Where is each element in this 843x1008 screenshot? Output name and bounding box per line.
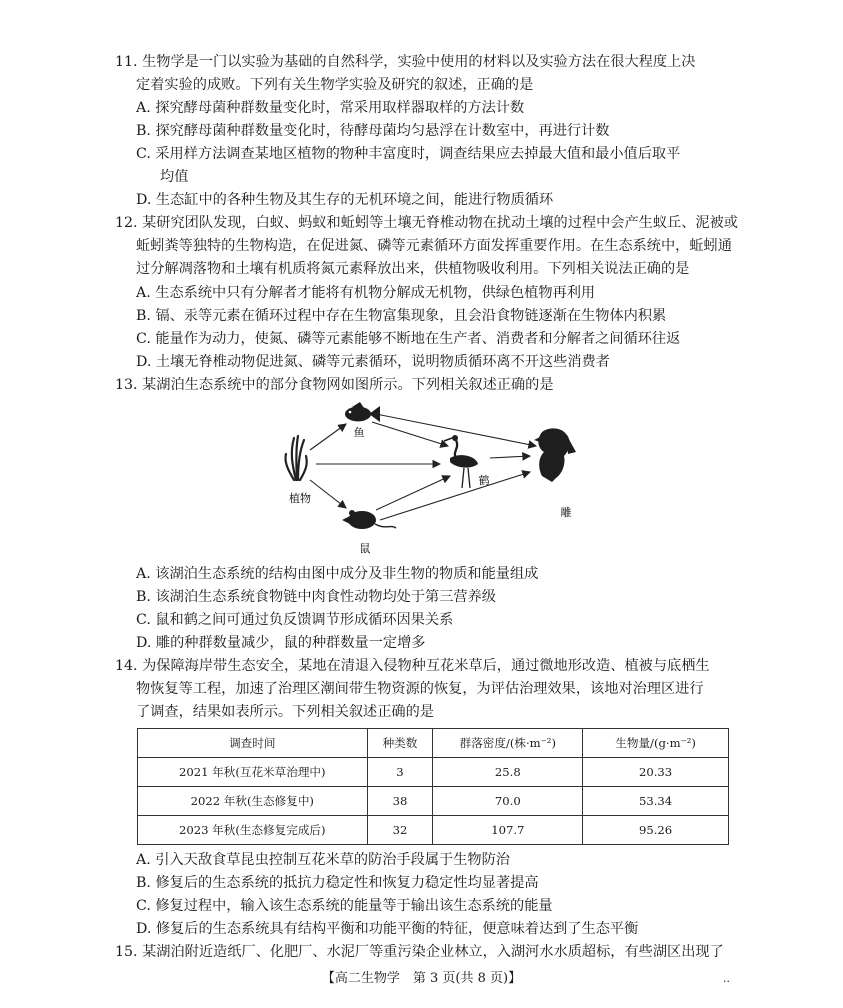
- rat-label: 鼠: [359, 542, 371, 555]
- arrow-crane-to-eagle: [490, 456, 530, 458]
- q13-stem: 13. 某湖泊生态系统中的部分食物网如图所示。下列相关叙述正确的是: [115, 377, 554, 393]
- q11-option-d: D. 生态缸中的各种生物及其生存的无机环境之间，能进行物质循环: [136, 192, 554, 208]
- table-header-row: [138, 729, 729, 758]
- table-cell: 2021 年秋(互花米草治理中): [138, 758, 368, 787]
- table-cell: 70.0: [433, 787, 583, 816]
- q14-option-b: B. 修复后的生态系统的抵抗力稳定性和恢复力稳定性均显著提高: [136, 875, 539, 891]
- table-cell: 25.8: [433, 758, 583, 787]
- q14-stem-line-1: 14. 为保障海岸带生态安全，某地在清退入侵物种互花米草后，通过微地形改造、植被与底栖生: [115, 658, 710, 674]
- q14-stem-line-3: 了调查，结果如表所示。下列相关叙述正确的是: [136, 704, 434, 720]
- table-header: 种类数: [367, 729, 433, 758]
- q14-stem-line-2: 物恢复等工程，加速了治理区潮间带生物资源的恢复，为评估治理效果，该地对治理区进行: [136, 681, 704, 697]
- table-cell: 38: [367, 787, 433, 816]
- arrow-rat-to-crane: [376, 476, 450, 510]
- footer-mark: ··: [723, 975, 730, 988]
- q13-option-c: C. 鼠和鹤之间可通过负反馈调节形成循环因果关系: [136, 612, 454, 628]
- q14-option-c: C. 修复过程中，输入该生态系统的能量等于输出该生态系统的能量: [136, 898, 553, 914]
- q12-option-a: A. 生态系统中只有分解者才能将有机物分解成无机物，供绿色植物再利用: [136, 285, 596, 301]
- q14-option-a: A. 引入天敌食草昆虫控制互花米草的防治手段属于生物防治: [136, 852, 510, 868]
- table-cell: 32: [367, 816, 433, 845]
- food-web-diagram: [280, 402, 602, 562]
- survey-table: [137, 728, 729, 845]
- arrow-rat-to-eagle: [380, 472, 530, 520]
- q13-option-b: B. 该湖泊生态系统食物链中肉食性动物均处于第三营养级: [136, 589, 496, 605]
- crane-icon: [444, 435, 478, 488]
- page-footer: 【高二生物学 第 3 页(共 8 页)】: [321, 971, 522, 986]
- rat-icon: [342, 510, 396, 529]
- table-row: [138, 816, 729, 845]
- q14-option-d: D. 修复后的生态系统具有结构平衡和功能平衡的特征，便意味着达到了生态平衡: [136, 921, 639, 937]
- q12-option-b: B. 镉、汞等元素在循环过程中存在生物富集现象，且会沿食物链逐渐在生物体内积累: [136, 308, 667, 324]
- table-row: [138, 758, 729, 787]
- fish-label: 鱼: [353, 426, 365, 439]
- q11-stem-line-2: 定着实验的成败。下列有关生物学实验及研究的叙述，正确的是: [136, 77, 534, 93]
- q15-stem: 15. 某湖泊附近造纸厂、化肥厂、水泥厂等重污染企业林立，入湖河水水质超标，有些湖区出现了: [115, 944, 724, 960]
- arrow-plant-to-rat: [310, 480, 346, 508]
- plant-label: 植物: [289, 492, 311, 505]
- table-cell: 107.7: [433, 816, 583, 845]
- table-cell: 3: [367, 758, 433, 787]
- table-cell: 53.34: [583, 787, 729, 816]
- table-cell: 2023 年秋(生态修复完成后): [138, 816, 368, 845]
- fish-icon: [345, 402, 380, 422]
- crane-label: 鹤: [478, 474, 490, 487]
- arrow-plant-to-fish: [310, 424, 346, 450]
- plant-icon: [285, 436, 306, 480]
- q11-option-c: C. 采用样方法调查某地区植物的物种丰富度时，调查结果应去掉最大值和最小值后取平: [136, 146, 681, 162]
- q11-option-a: A. 探究酵母菌种群数量变化时，常采用取样器取样的方法计数: [136, 100, 525, 116]
- eagle-label: 雕: [560, 506, 572, 519]
- eagle-icon: [534, 428, 576, 482]
- q11-stem-line-1: 11. 生物学是一门以实验为基础的自然科学，实验中使用的材料以及实验方法在很大程度上决: [115, 54, 696, 70]
- table-header: 生物量/(g·m⁻²): [583, 729, 729, 758]
- table-row: [138, 787, 729, 816]
- q13-option-a: A. 该湖泊生态系统的结构由图中成分及非生物的物质和能量组成: [136, 566, 539, 582]
- q12-option-d: D. 土壤无脊椎动物促进氮、磷等元素循环，说明物质循环离不开这些消费者: [136, 354, 610, 370]
- q12-option-c: C. 能量作为动力，使氮、磷等元素能够不断地在生产者、消费者和分解者之间循环往返: [136, 331, 681, 347]
- table-cell: 2022 年秋(生态修复中): [138, 787, 368, 816]
- q13-option-d: D. 雕的种群数量减少，鼠的种群数量一定增多: [136, 635, 426, 651]
- table-header: 调查时间: [138, 729, 368, 758]
- q11-option-c-cont: 均值: [160, 169, 189, 185]
- table-header: 群落密度/(株·m⁻²): [433, 729, 583, 758]
- table-cell: 20.33: [583, 758, 729, 787]
- table-cell: 95.26: [583, 816, 729, 845]
- q12-stem-line-2: 蚯蚓粪等独特的生物构造，在促进氮、磷等元素循环方面发挥重要作用。在生态系统中，蚯蚓通: [136, 238, 732, 254]
- q11-option-b: B. 探究酵母菌种群数量变化时，待酵母菌均匀悬浮在计数室中，再进行计数: [136, 123, 610, 139]
- q12-stem-line-3: 过分解凋落物和土壤有机质将氮元素释放出来，供植物吸收利用。下列相关说法正确的是: [136, 261, 690, 277]
- q12-stem-line-1: 12. 某研究团队发现，白蚁、蚂蚁和蚯蚓等土壤无脊椎动物在扰动土壤的过程中会产生蚁丘、泥被或: [115, 215, 738, 231]
